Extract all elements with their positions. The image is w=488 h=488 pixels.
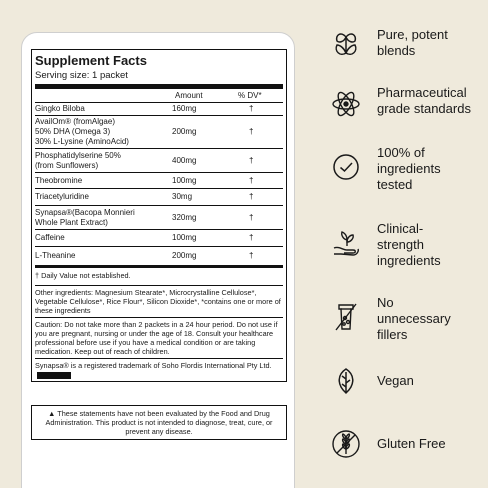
ingredient-amount: 100mg	[172, 175, 197, 185]
feature-item	[317, 24, 488, 64]
ingredient-dv: †	[249, 192, 254, 202]
wheat-icon	[331, 429, 361, 459]
ingredient-amount: 200mg	[172, 251, 197, 261]
feature-label: Vegan	[377, 373, 414, 388]
feature-item	[317, 366, 488, 396]
ingredient-row	[35, 173, 283, 189]
vegan-leaf-icon	[331, 366, 361, 396]
ingredient-name: Caffeine	[35, 233, 65, 243]
ingredient-amount: 100mg	[172, 233, 197, 243]
leaves-icon	[331, 29, 361, 59]
amount-header: Amount	[175, 90, 203, 100]
ingredient-amount: 200mg	[172, 127, 197, 137]
feature-label: 100% of ingredients tested	[377, 145, 441, 192]
ingredient-name: AvailOm® (fromAlgae) 50% DHA (Omega 3) 30% L-Lysine (AminoAcid)	[35, 117, 129, 146]
facts-title: Supplement Facts	[35, 53, 147, 68]
feature-item	[317, 84, 488, 124]
feature-label: Gluten Free	[377, 436, 446, 451]
daily-value-note: † Daily Value not established.	[35, 268, 283, 286]
feature-label: Pharmaceutical grade standards	[377, 85, 471, 116]
ingredient-name: L-Theanine	[35, 251, 76, 261]
caution-text: Caution: Do not take more than 2 packets in a 24 hour period. Do not use if you are pregnant, nursing or under the age of 18. Consult your healthcare professional before use if you have a medical condition or are taking medication. Keep out of reach of children.	[35, 318, 283, 359]
ingredient-dv: †	[249, 104, 254, 114]
serving-size: Serving size: 1 packet	[35, 69, 283, 89]
ingredient-name: Triacetyluridine	[35, 192, 89, 202]
feature-label: No unnecessary fillers	[377, 295, 451, 342]
ingredient-name: Gingko Biloba	[35, 104, 85, 114]
feature-label: Pure, potent blends	[377, 27, 448, 58]
ingredient-row	[35, 149, 283, 173]
ingredient-dv: †	[249, 127, 254, 137]
ingredient-amount: 160mg	[172, 104, 197, 114]
dv-header: % DV*	[238, 90, 262, 100]
feature-item	[317, 142, 488, 192]
ingredient-name: Synapsa®(Bacopa Monnieri Whole Plant Extract)	[35, 207, 135, 227]
ingredient-row	[35, 206, 283, 230]
feature-item	[317, 292, 488, 342]
ingredient-row	[35, 116, 283, 149]
trademark-text: Synapsa® is a registered trademark of Soho Flordis International Pty Ltd.	[35, 361, 272, 370]
ingredient-dv: †	[249, 251, 254, 261]
no-filler-cup-icon	[331, 302, 361, 332]
trademark-note	[35, 359, 283, 381]
ingredient-amount: 400mg	[172, 155, 197, 165]
ingredient-row	[35, 247, 283, 268]
checkmark-badge-icon	[331, 152, 361, 182]
ingredient-dv: †	[249, 212, 254, 222]
atom-icon	[331, 89, 361, 119]
ingredient-row	[35, 230, 283, 247]
supplement-facts-panel	[31, 49, 287, 382]
ingredient-row	[35, 189, 283, 206]
ingredient-amount: 320mg	[172, 212, 197, 222]
ingredient-dv: †	[249, 155, 254, 165]
facts-header-row	[35, 89, 283, 103]
ingredient-row	[35, 103, 283, 116]
feature-item	[317, 428, 488, 460]
ingredient-name: Theobromine	[35, 175, 83, 185]
ingredient-dv: †	[249, 175, 254, 185]
other-ingredients: Other ingredients: Magnesium Stearate*, Microcrystalline Cellulose*, Vegetable Cellulose*, Rice Flour*, Silicon Dioxide*, *contains one or more of these ingredients	[35, 286, 283, 318]
feature-label: Clinical- strength ingredients	[377, 221, 441, 268]
ingredient-name: Phosphatidylserine 50% (from Sunflowers)	[35, 150, 121, 170]
feature-item	[317, 218, 488, 268]
ingredient-dv: †	[249, 233, 254, 243]
fda-disclaimer: ▲ These statements have not been evaluated by the Food and Drug Administration. This product is not intended to diagnose, treat, cure, or prevent any disease.	[31, 405, 287, 440]
redaction-bar	[37, 372, 71, 379]
plant-in-hand-icon	[331, 228, 361, 258]
ingredient-amount: 30mg	[172, 192, 193, 202]
